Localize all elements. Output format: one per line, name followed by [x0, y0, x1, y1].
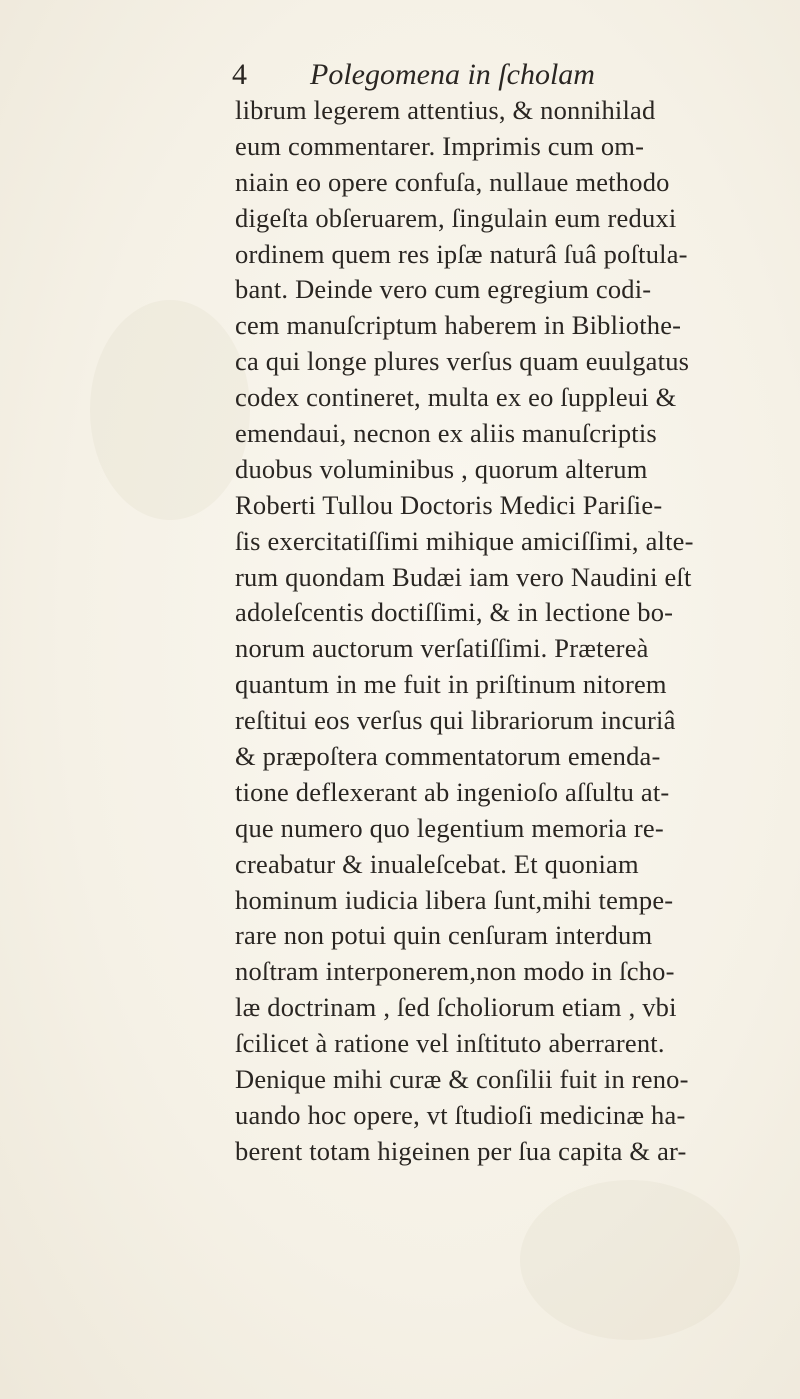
text-line: librum legerem attentius, & nonnihilad — [235, 95, 656, 125]
text-line: reſtitui eos verſus qui librariorum incuriâ — [235, 705, 676, 736]
text-line: ſis exercitatiſſimi mihique amiciſſimi, alte- — [235, 525, 694, 556]
text-line: duobus voluminibus , quorum alterum — [235, 453, 648, 484]
text-line: cem manuſcriptum haberem in Bibliothe- — [235, 310, 682, 341]
page-header — [232, 55, 752, 95]
text-line: bant. Deinde vero cum egregium codi- — [235, 274, 652, 305]
text-line: tione deflexerant ab ingenioſo aſſultu at- — [235, 776, 670, 807]
text-line: læ doctrinam , ſed ſcholiorum etiam , vbi — [235, 992, 677, 1023]
text-line: rare non potui quin cenſuram interdum — [235, 920, 653, 951]
text-line: ſcilicet à ratione vel inſtituto aberrarent. — [235, 1028, 665, 1059]
text-line: eum commentarer. Imprimis cum om- — [235, 130, 645, 161]
page-number: 4 — [232, 58, 247, 91]
paper-stain — [90, 300, 250, 520]
text-line: adoleſcentis doctiſſimi, & in lectione bo- — [235, 597, 674, 628]
text-line: rum quondam Budæi iam vero Naudini eſt — [235, 561, 692, 592]
text-line: digeſta obſeruarem, ſingulain eum reduxi — [235, 202, 677, 233]
text-line: que numero quo legentium memoria re- — [235, 812, 664, 843]
text-line: codex contineret, multa ex eo ſuppleui & — [235, 382, 677, 413]
running-title: Polegomena in ſcholam — [310, 58, 595, 91]
text-line: ca qui longe plures verſus quam euulgatus — [235, 346, 690, 377]
text-line: quantum in me fuit in priſtinum nitorem — [235, 669, 667, 700]
text-line: uando hoc opere, vt ſtudioſi medicinæ ha- — [235, 1099, 686, 1130]
text-line: & præpoſtera commentatorum emenda- — [235, 741, 661, 772]
text-line: Denique mihi curæ & conſilii fuit in reno- — [235, 1064, 689, 1095]
text-line: emendaui, necnon ex aliis manuſcriptis — [235, 418, 657, 449]
text-line: niain eo opere confuſa, nullaue methodo — [235, 166, 670, 197]
text-line: ordinem quem res ipſæ naturâ ſuâ poſtula- — [235, 238, 688, 269]
text-line: norum auctorum verſatiſſimi. Prætereà — [235, 633, 649, 664]
text-line: creabatur & inualeſcebat. Et quoniam — [235, 848, 639, 879]
text-line: noſtram interponerem,non modo in ſcho- — [235, 956, 675, 987]
text-line: hominum iudicia libera ſunt,mihi tempe- — [235, 884, 674, 915]
text-line: berent totam higeinen per ſua capita & ar- — [235, 1135, 687, 1166]
body-text — [235, 93, 775, 1170]
paper-stain — [520, 1180, 740, 1340]
text-line: Roberti Tullou Doctoris Medici Pariſie- — [235, 489, 663, 520]
